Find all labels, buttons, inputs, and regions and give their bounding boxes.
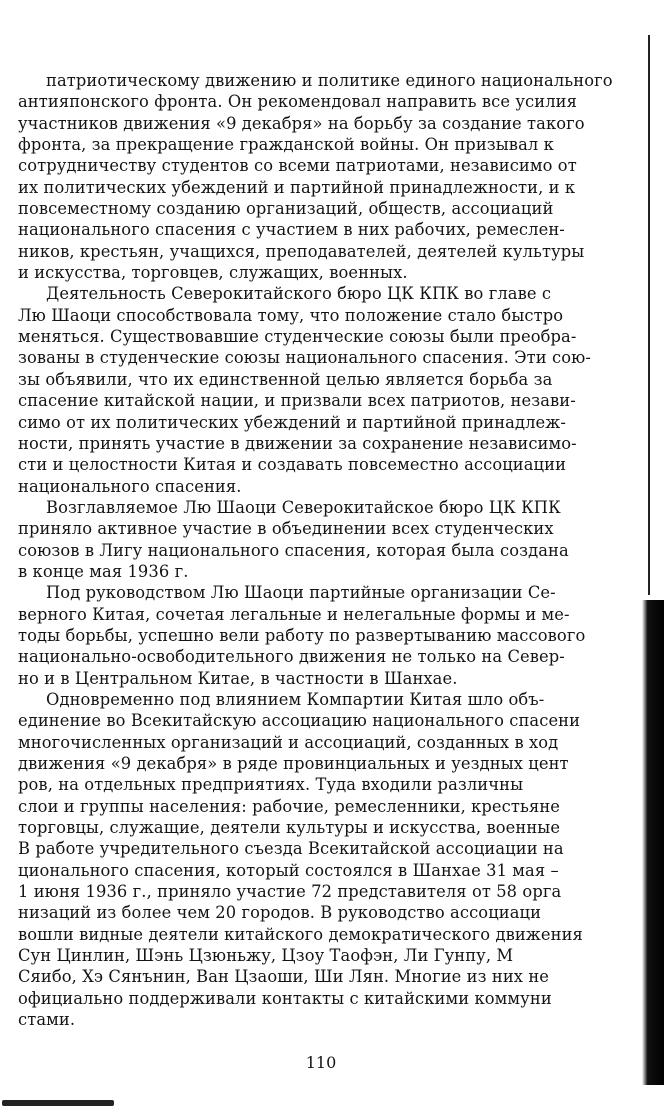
text-line: национального спасения.	[18, 476, 242, 496]
text-line: фронта, за прекращение гражданской войны. Он призывал к	[18, 135, 554, 155]
text-line: участников движения «9 декабря» на борьбу за создание такого	[18, 113, 585, 133]
text-line: национального спасения с участием в них рабочих, ремеслен-	[18, 220, 565, 240]
text-line: союзов в Лигу национального спасения, которая была создана	[18, 540, 569, 560]
text-line: 1 июня 1936 г., приняло участие 72 представителя от 58 орга	[18, 882, 562, 902]
text-line: их политических убеждений и партийной принадлежности, и к	[18, 177, 576, 197]
text-line: ционального спасения, который состоялся в Шанхае 31 мая –	[18, 860, 559, 880]
paragraph	[18, 283, 628, 496]
page-edge-line	[648, 35, 650, 595]
text-line: единение во Всекитайскую ассоциацию национального спасени	[18, 711, 581, 731]
text-line: стами.	[18, 1010, 76, 1030]
text-line: приняло активное участие в объединении всех студенческих	[18, 519, 554, 539]
text-line: Одновременно под влиянием Компартии Китая шло объ-	[46, 689, 545, 709]
text-line: ности, принять участие в движении за сохранение независимо-	[18, 433, 577, 453]
text-line: но и в Центральном Китае, в частности в Шанхае.	[18, 668, 458, 688]
text-line: вошли видные деятели китайского демократического движения	[18, 924, 583, 944]
paragraph	[18, 497, 628, 582]
text-line: слои и группы населения: рабочие, ремесленники, крестьяне	[18, 796, 561, 816]
scan-artifact	[2, 1100, 114, 1106]
text-line: зованы в студенческие союзы национального спасения. Эти сою-	[18, 348, 592, 368]
text-line: движения «9 декабря» в ряде провинциальных и уездных цент	[18, 754, 569, 773]
text-line: ников, крестьян, учащихся, преподавателей, деятелей культуры	[18, 241, 585, 261]
text-line: национально-освободительного движения не только на Север-	[18, 647, 565, 667]
text-line: симо от их политических убеждений и партийной принадлеж-	[18, 412, 566, 432]
paragraph	[18, 70, 628, 283]
page-body	[18, 70, 628, 1030]
text-line: Лю Шаоци способствовала тому, что положение стало быстро	[18, 305, 564, 325]
text-line: сотрудничеству студентов со всеми патриотами, независимо от	[18, 156, 577, 176]
text-line: спасение китайской нации, и призвали всех патриотов, незави-	[18, 391, 576, 411]
paragraph	[18, 582, 628, 689]
text-line: Под руководством Лю Шаоци партийные организации Се-	[46, 583, 556, 603]
page-number: 110	[305, 1053, 337, 1072]
text-line: торговцы, служащие, деятели культуры и искусства, военные	[18, 818, 561, 838]
text-line: патриотическому движению и политике единого национального	[46, 71, 613, 90]
text-line: низаций из более чем 20 городов. В руководство ассоциаци	[18, 903, 542, 923]
text-line: верного Китая, сочетая легальные и нелегальные формы и ме-	[18, 604, 570, 624]
text-line: Сяибо, Хэ Сянънин, Ван Цзаоши, Ши Лян. Многие из них не	[18, 967, 550, 987]
text-line: сти и целостности Китая и создавать повсеместно ассоциации	[18, 455, 567, 475]
text-line: повсеместному созданию организаций, обществ, ассоциаций	[18, 199, 554, 219]
text-line: Сун Цинлин, Шэнь Цзюньжу, Цзоу Таофэн, Ли Гунпу, М	[18, 946, 514, 966]
text-line: многочисленных организаций и ассоциаций, созданных в ход	[18, 732, 559, 752]
text-line: в конце мая 1936 г.	[18, 561, 189, 581]
text-line: антияпонского фронта. Он рекомендовал направить все усилия	[18, 92, 577, 112]
text-line: Возглавляемое Лю Шаоци Северокитайское бюро ЦК КПК	[46, 497, 561, 517]
paragraph	[18, 689, 628, 1031]
text-line: зы объявили, что их единственной целью является борьба за	[18, 369, 553, 389]
text-line: меняться. Существовавшие студенческие союзы были преобра-	[18, 327, 577, 347]
text-line: ров, на отдельных предприятиях. Туда входили различны	[18, 775, 524, 795]
text-line: официально поддерживали контакты с китайскими коммуни	[18, 988, 552, 1008]
page-edge-shadow	[642, 600, 664, 1085]
text-line: тоды борьбы, успешно вели работу по развертыванию массового	[18, 625, 586, 645]
text-line: и искусства, торговцев, служащих, военных.	[18, 263, 408, 283]
text-line: Деятельность Северокитайского бюро ЦК КПК во главе с	[46, 284, 552, 304]
text-line: В работе учредительного съезда Всекитайской ассоциации на	[18, 839, 564, 859]
